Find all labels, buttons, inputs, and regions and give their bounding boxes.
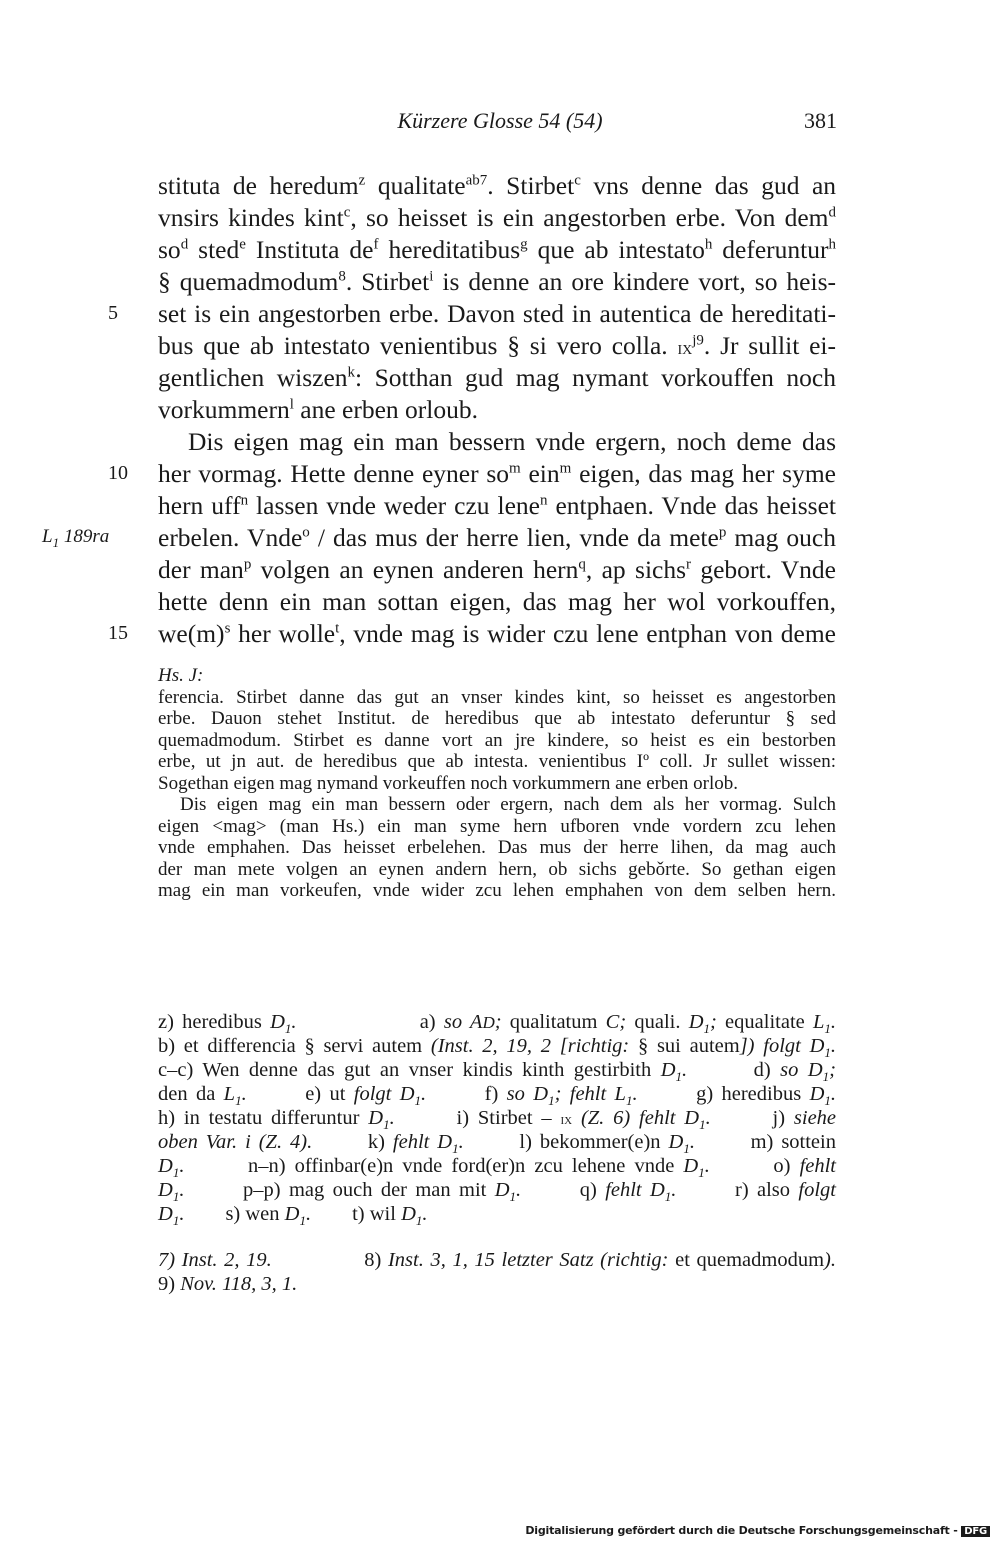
critical-apparatus [158, 1010, 837, 1229]
text-line: $we(m)^s$ her wolle$^t$, vnde mag is wider czu lene entphan von deme [158, 619, 836, 648]
variant-line: erbe, ut jn aut. de heredibus que ab intesta. venientibus Iº coll. Jr sullet wissen: [158, 751, 836, 772]
manuscript-variant [158, 665, 836, 902]
apparatus-line: c–c) Wen denne das gut an vnser kindis kinth gestirbith $D_1$. d) so $D_1$; [158, 1059, 836, 1085]
dfg-credit [525, 1524, 990, 1537]
variant-line: eigen <mag> (man Hs.) ein man syme hern ufboren vnde vordern zcu lehen [158, 815, 836, 837]
variant-line: Dis eigen mag ein man bessern oder ergern, nach dem als her vormag. Sulch [180, 794, 836, 815]
line-number: 10 [108, 462, 128, 484]
line-number: 15 [108, 622, 128, 644]
variant-heading: Hs. J: [158, 665, 204, 686]
text-line: hern uff$^n$ lassen vnde weder czu lene$^n$ entphaen. Vnde das heisset [158, 491, 836, 520]
apparatus-line: $D_1$. s) wen $D_1$. t) wil $D_1$. [158, 1203, 428, 1229]
text-line: der man$^p$ volgen an eynen anderen hern$^q$, ap sichs$^r$ gebort. Vnde [158, 555, 836, 584]
variant-line: ferencia. Stirbet danne das gut an vnser kindes kint, so heisset es angestorben [158, 686, 836, 708]
dfg-logo: DFG [961, 1526, 990, 1537]
text-line: Dis eigen mag ein man bessern vnde ergern, noch deme das [188, 427, 836, 456]
running-title: Kürzere Glosse 54 (54) [397, 108, 603, 133]
variant-line: mag ein man vorkeufen, vnde wider zcu lehen emphahen von dem selben hern. [158, 880, 836, 901]
page-number: 381 [804, 108, 837, 133]
variant-line: vnde emphahen. Das heisset erbelehen. Das mus der herre lihen, da mag auch [158, 837, 836, 858]
apparatus-line: $D_1$. n–n) offinbar(e)n vnde ford(er)n zcu lehene vnde $D_1$. o) fehlt [158, 1155, 836, 1181]
note-line: 9) Nov. 118, 3, 1. [158, 1273, 298, 1295]
text-line: erbelen. Vnde$^o$ / das mus der herre lien, vnde da mete$^p$ mag ouch [158, 523, 836, 552]
text-line: set is ein angestorben erbe. Davon sted in autentica de hereditati- [158, 299, 836, 328]
text-line: hette denn ein man sottan eigen, das mag her wol vorkouffen, [158, 587, 836, 616]
apparatus-line: b) et differencia § servi autem (Inst. 2, 19, 2 [richtig: § sui autem]) folgt $D_1$. [158, 1035, 836, 1061]
margin-note: $L_1$ 189ra [42, 526, 110, 550]
variant-line: erbe. Dauon stehet Institut. de heredibus que ab intestato deferuntur § sed [158, 708, 836, 729]
text-line: vnsirs kindes kint$^c$, so heisset is ein angestorben erbe. Von dem$^d$ [158, 203, 837, 232]
main-text [158, 170, 836, 650]
apparatus-line: z) heredibus $D_1$. a) so AD; qualitatum C; quali. $D_1$; equalitate $L_1$. [158, 1011, 836, 1037]
apparatus-line: h) in testatu differuntur $D_1$. i) Stirbet – ix (Z. 6) fehlt $D_1$. j) siehe [158, 1107, 837, 1133]
variant-line: Sogethan eigen mag nymand vorkeuffen noch vorkummern ane erben orlob. [158, 772, 739, 794]
text-line: $so^d$ sted$^e$ Instituta $de^f$ hereditatibus$^g$ que ab intestato$^h$ deferuntur$^h$ [158, 235, 837, 264]
variant-line: quemadmodum. Stirbet es danne vort an jre kindere, so heist es ein bestorben [158, 729, 836, 751]
text-line: bus que ab intestato venientibus § si vero colla. $ix^{j9}$. Jr sullit ei- [158, 331, 836, 360]
apparatus-line: $D_1$. p–p) mag ouch der man mit $D_1$. q) fehlt $D_1$. r) also folgt [158, 1179, 836, 1205]
apparatus-line: oben Var. i (Z. 4). k) fehlt $D_1$. l) bekommer(e)n $D_1$. m) sottein [158, 1131, 836, 1157]
text-line: vorkummern$^l$ ane erben orloub. [158, 395, 478, 424]
text-line: § quemadmodum$^8$. Stirbet$^i$ is denne an ore kindere vort, so heis- [158, 267, 837, 296]
text-line: gentlichen wiszen$^k$: Sotthan gud mag nymant vorkouffen noch [158, 363, 836, 392]
note-line: 7) Inst. 2, 19. 8) Inst. 3, 1, 15 letzter Satz (richtig: et quemadmodum). [158, 1249, 836, 1271]
text-line: stituta de heredum$^z$ qualitate$^{ab7}$. Stirbet$^c$ vns denne das gud an [158, 171, 837, 200]
variant-line: der man mete volgen an eynen andern hern, ob sichs gebǒrte. So gethan eigen [158, 858, 836, 880]
text-line: her vormag. Hette denne eyner $so^m$ ein$^m$ eigen, das mag her syme [158, 459, 836, 488]
credit-text: Digitalisierung gefördert durch die Deutsche Forschungsgemeinschaft - [525, 1524, 958, 1537]
line-number: 5 [108, 302, 118, 324]
source-notes [158, 1248, 836, 1296]
apparatus-line: den da $L_1$. e) ut folgt $D_1$. f) so $D_1$; fehlt $L_1$. g) heredibus $D_1$. [158, 1083, 836, 1109]
